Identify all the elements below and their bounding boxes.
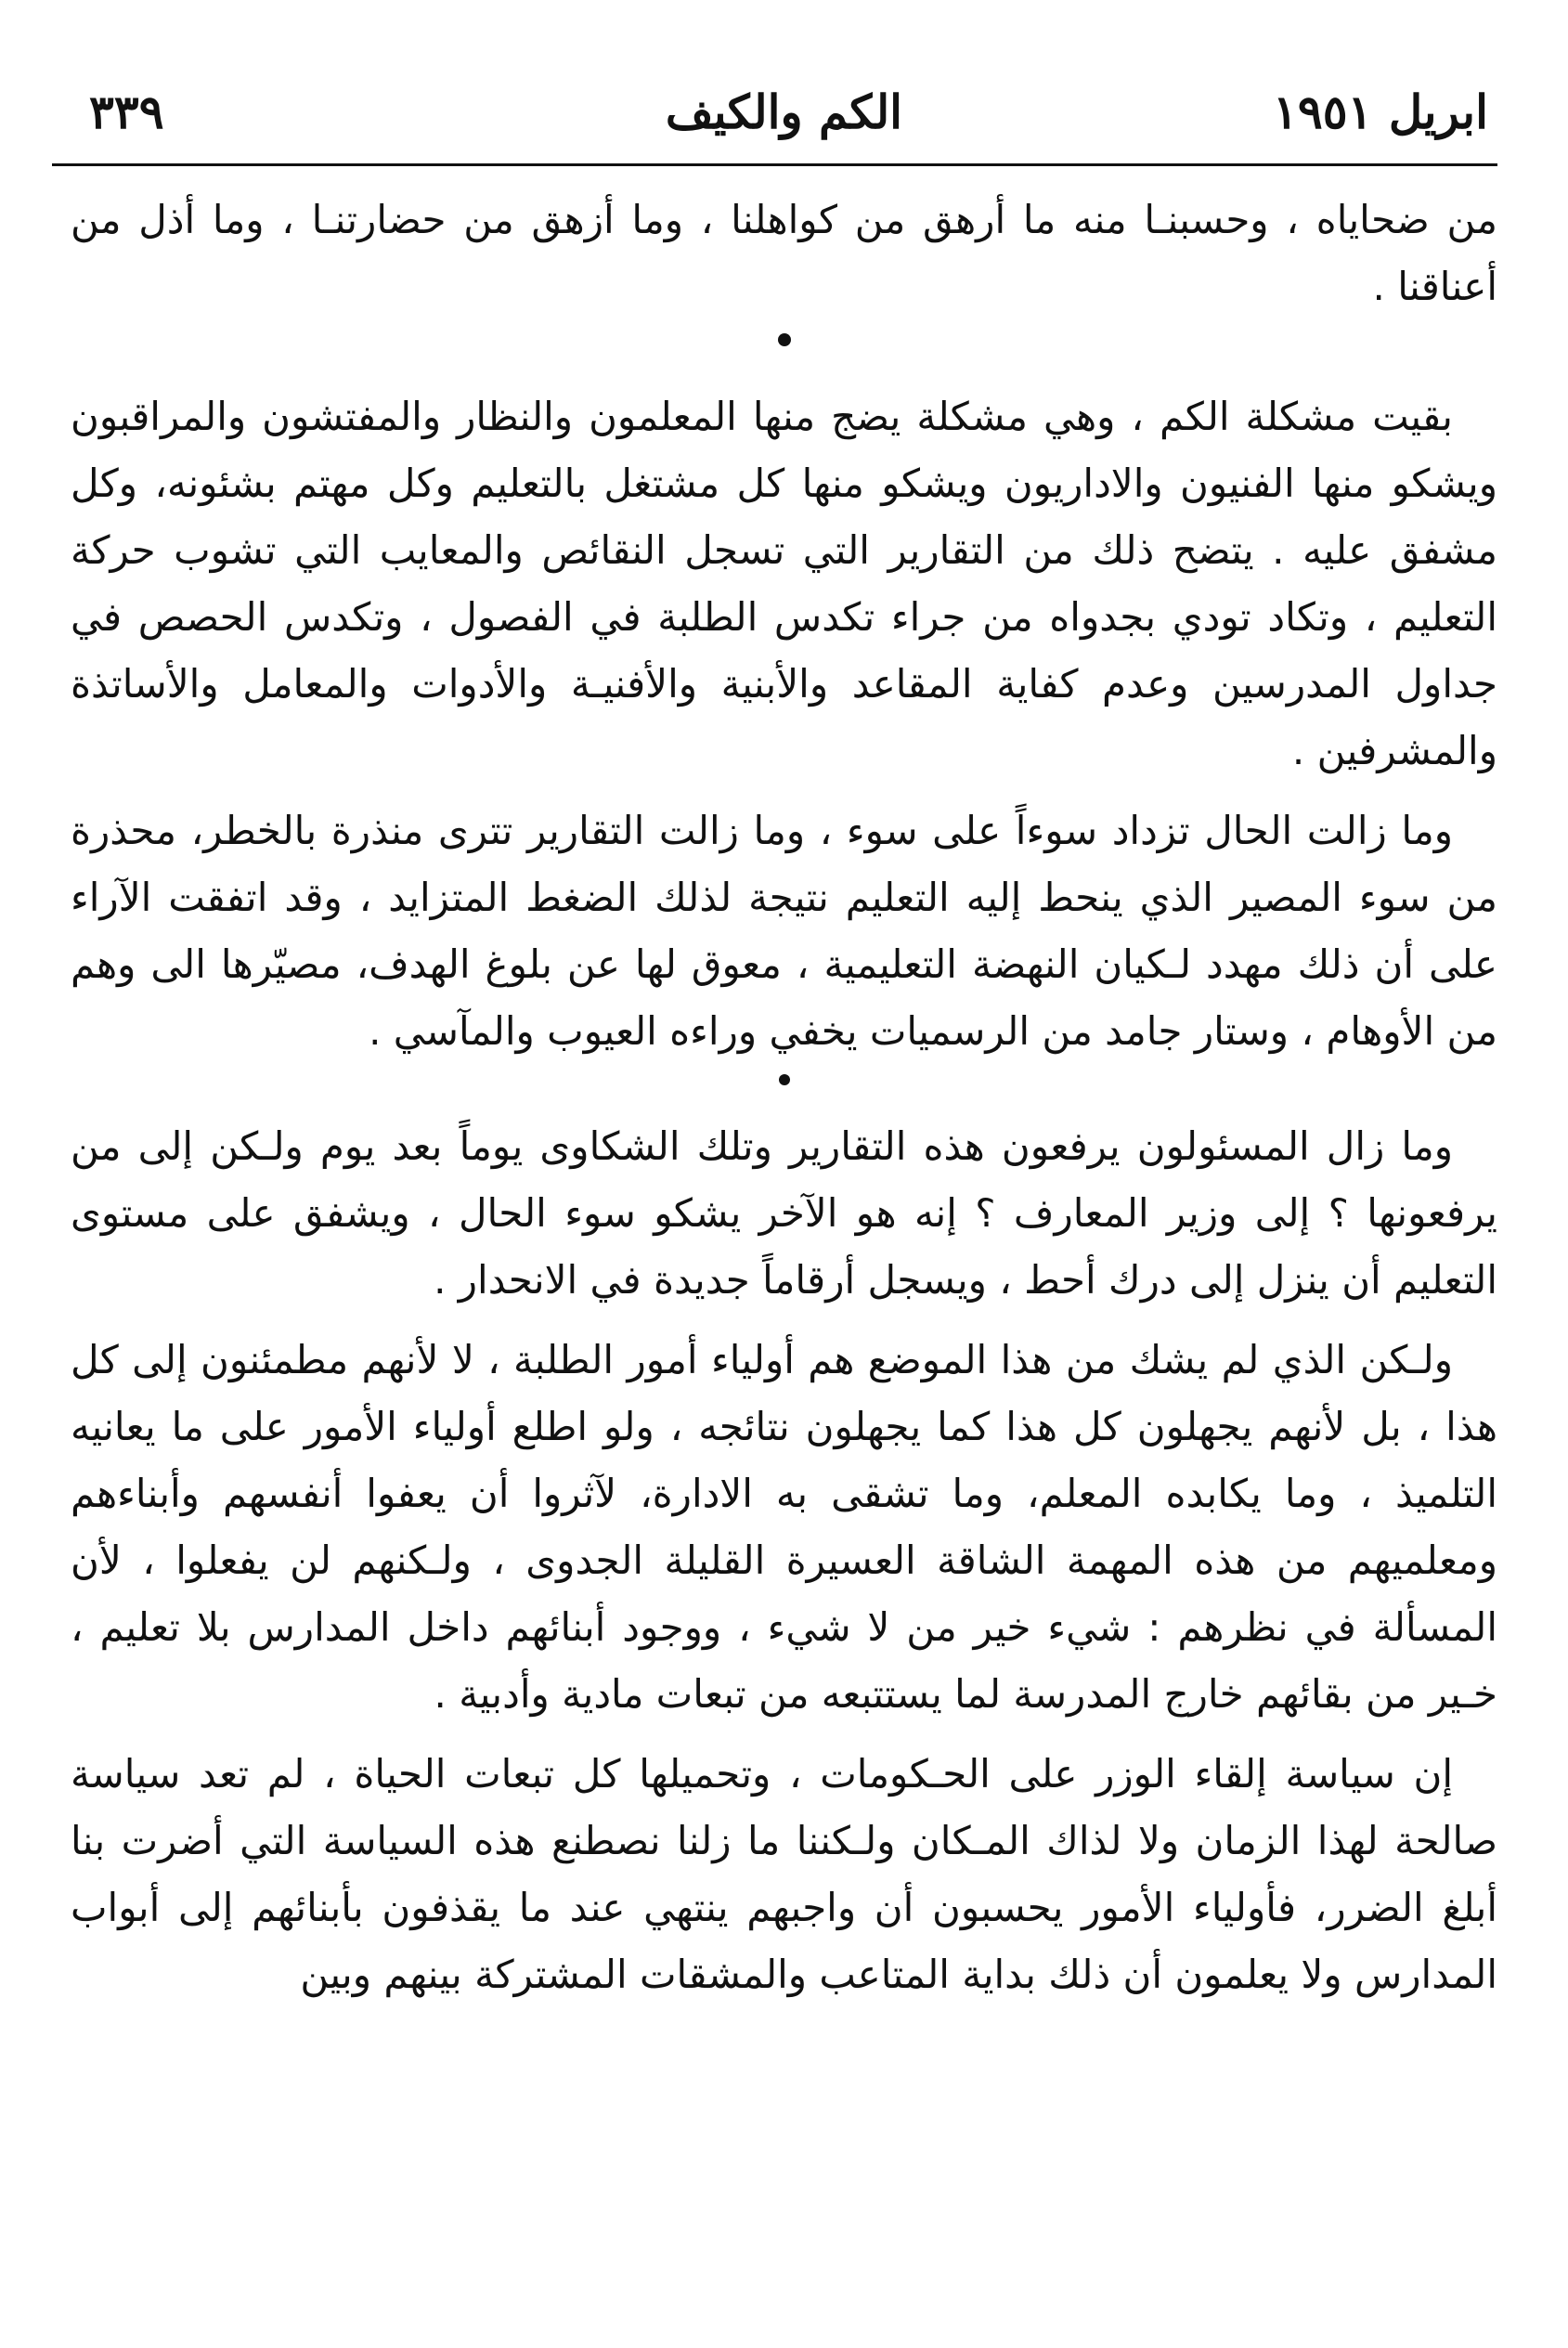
section-separator-dot <box>779 1074 790 1085</box>
paragraph-3: وما زالت الحال تزداد سوءاً على سوء ، وما زالت التقارير تترى منذرة بالخطر، محذرة من سوء المصير الذي ينحط إليه التعليم نتيجة لذلك الضغط المتزايد ، وقد اتفقت الآراء على أن ذلك مهدد لـكيان النهضة التعليمية ، معوق لها عن بلوغ الهدف، مصيّرها الى وهم من الأوهام ، وستار جامد من الرسميات يخفي وراءه العيوب والمآسي . <box>71 808 1497 1054</box>
paragraph-4: وما زال المسئولون يرفعون هذه التقارير وتلك الشكاوى يوماً بعد يوم ولـكن إلى من يرفعونها ؟ إلى وزير المعارف ؟ إنه هو الآخر يشكو سوء الحال ، ويشفق على مستوى التعليم أن ينزل إلى درك أحط ، ويسجل أرقاماً جديدة في الانحدار . <box>71 1123 1497 1303</box>
header-page-number: ٣٣٩ <box>89 84 164 139</box>
paragraph-2: بقيت مشكلة الكم ، وهي مشكلة يضج منها المعلمون والنظار والمفتشون والمراقبون ويشكو منها الفنيون والاداريون ويشكو منها كل مشتغل بالتعليم وكل مهتم بشئونه، وكل مشفق عليه . يتضح ذلك من التقارير التي تسجل النقائص والمعايب التي تشوب حركة التعليم ، وتكاد تودي بجدواه من جراء تكدس الطلبة في الفصول ، وتكدس الحصص في جداول المدرسين وعدم كفاية المقاعد والأبنية والأفنيـة والأدوات والمعامل والأساتذة والمشرفين . <box>71 394 1497 773</box>
header-date: ابريل ١٩٥١ <box>1272 84 1488 139</box>
header-title: الكم والكيف <box>665 84 903 139</box>
header-rule <box>52 163 1497 166</box>
section-separator-dot <box>778 333 791 346</box>
page-header <box>71 74 1497 150</box>
paragraph-5: ولـكن الذي لم يشك من هذا الموضع هم أولياء أمور الطلبة ، لا لأنهم مطمئنون إلى كل هذا ، بل لأنهم يجهلون كل هذا كما يجهلون نتائجه ، ولو اطلع أولياء الأمور على ما يعانيه التلميذ ، وما يكابده المعلم، وما تشقى به الادارة، لآثروا أن يعفوا أنفسهم وأبناءهم ومعلميهم من هذه المهمة الشاقة العسيرة القليلة الجدوى ، ولـكنهم لن يفعلوا ، لأن المسألة في نظرهم : شيء خير من لا شيء ، ووجود أبنائهم داخل المدارس بلا تعليم ، خـير من بقائهم خارج المدرسة لما يستتبعه من تبعات مادية وأدبية . <box>71 1337 1497 1717</box>
paragraph-1: من ضحاياه ، وحسبنـا منه ما أرهق من كواهلنا ، وما أزهق من حضارتنـا ، وما أذل من أعناقنا . <box>71 197 1497 309</box>
paragraph-6: إن سياسة إلقاء الوزر على الحـكومات ، وتحميلها كل تبعات الحياة ، لم تعد سياسة صالحة لهذا الزمان ولا لذاك المـكان ولـكننا ما زلنا نصطنع هذه السياسة التي أضرت بنا أبلغ الضرر، فأولياء الأمور يحسبون أن واجبهم ينتهي عند ما يقذفون بأبنائهم إلى أبواب المدارس ولا يعلمون أن ذلك بداية المتاعب والمشقات المشتركة بينهم وبين <box>71 1751 1497 1997</box>
